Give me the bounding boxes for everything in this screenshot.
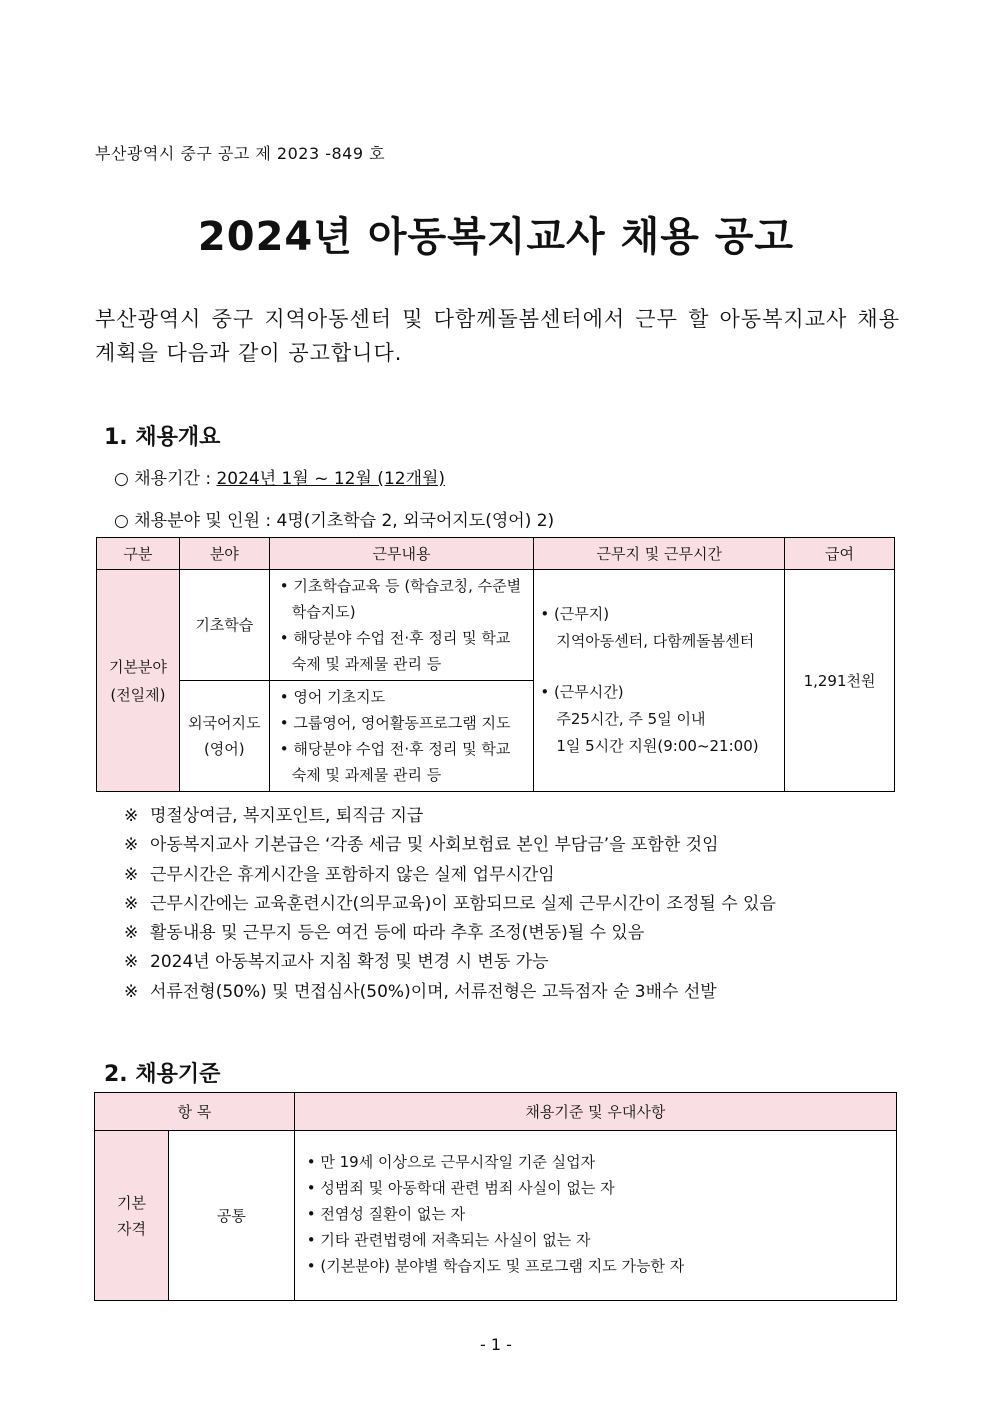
duty-item: • 해당분야 수업 전·후 정리 및 학교 숙제 및 과제물 관리 등 xyxy=(276,736,528,788)
table-row xyxy=(97,570,895,681)
header-pay: 급여 xyxy=(785,538,895,570)
header-place-hours: 근무지 및 근무시간 xyxy=(534,538,785,570)
field-label: 기초학습 xyxy=(195,616,254,634)
note-item: ※ 명절상여금, 복지포인트, 퇴직금 지급 xyxy=(124,806,424,826)
place-value: 지역아동센터, 다함께돌봄센터 xyxy=(556,632,755,650)
category-line-2: 자격 xyxy=(116,1219,146,1238)
duty-item: • 영어 기초지도 xyxy=(276,684,528,710)
table-header-row xyxy=(97,538,895,570)
criteria-item: • 기타 관련법령에 저촉되는 사실이 없는 자 xyxy=(303,1227,888,1253)
recruit-period-value: 2024년 1월 ~ 12월 (12개월) xyxy=(216,469,446,489)
duty-item: • 그룹영어, 영어활동프로그램 지도 xyxy=(276,710,528,736)
note-item: ※ 서류전형(50%) 및 면접심사(50%)이며, 서류전형은 고득점자 순 3배수 선발 xyxy=(124,981,717,1002)
note-item: ※ 근무시간은 휴게시간을 포함하지 않은 실제 업무시간임 xyxy=(124,864,555,885)
duties-cell xyxy=(269,570,534,681)
intro-paragraph: 부산광역시 중구 지역아동센터 및 다함께돌봄센터에서 근무 할 아동복지교사 채용계획을 다음과 같이 공고합니다. xyxy=(95,307,900,365)
header-item: 항 목 xyxy=(95,1093,295,1131)
qualification-category-cell xyxy=(95,1131,169,1301)
category-cell xyxy=(97,570,180,792)
notes-list xyxy=(124,802,776,1007)
table-row xyxy=(95,1131,897,1301)
note-item: ※ 근무시간에는 교육훈련시간(의무교육)이 포함되므로 실제 근무시간이 조정될 수 있음 xyxy=(124,893,776,914)
hours-line-1: 주25시간, 주 5일 이내 xyxy=(556,710,706,728)
header-category: 구분 xyxy=(97,538,180,570)
criteria-table xyxy=(94,1092,897,1301)
field-label: 외국어지도 xyxy=(188,714,261,732)
note-item: ※ 활동내용 및 근무지 등은 여건 등에 따라 추후 조정(변동)될 수 있음 xyxy=(124,923,645,944)
criteria-item: • 만 19세 이상으로 근무시작일 기준 실업자 xyxy=(303,1149,888,1175)
recruit-period-label: ○ 채용기간 : xyxy=(114,469,217,489)
header-field: 분야 xyxy=(179,538,269,570)
table-header-row xyxy=(95,1093,897,1131)
category-label: 기본분야 xyxy=(108,657,167,676)
criteria-item: • 성범죄 및 아동학대 관련 범죄 사실이 없는 자 xyxy=(303,1175,888,1201)
duty-item: • 해당분야 수업 전·후 정리 및 학교 숙제 및 과제물 관리 등 xyxy=(276,625,528,677)
section-2-title: 2. 채용기준 xyxy=(104,1062,221,1087)
header-duties: 근무내용 xyxy=(269,538,534,570)
page-title: 2024년 아동복지교사 채용 공고 xyxy=(197,214,795,260)
section-1-title: 1. 채용개요 xyxy=(104,425,221,450)
header-criteria: 채용기준 및 우대사항 xyxy=(294,1093,896,1131)
note-item: ※ 아동복지교사 기본급은 ‘각종 세금 및 사회보험료 본인 부담금’을 포함한 것임 xyxy=(124,835,719,856)
category-line-1: 기본 xyxy=(116,1193,146,1212)
duty-item: • 기초학습교육 등 (학습코칭, 수준별 학습지도) xyxy=(276,573,528,625)
criteria-cell xyxy=(294,1131,896,1301)
field-cell xyxy=(179,681,269,792)
place-label: (근무지) xyxy=(553,605,610,623)
common-cell xyxy=(168,1131,294,1301)
criteria-item: • (기본분야) 분야별 학습지도 및 프로그램 지도 가능한 자 xyxy=(303,1253,888,1279)
pay-cell xyxy=(785,570,895,792)
pay-value: 1,291천원 xyxy=(803,672,876,690)
hours-label: (근무시간) xyxy=(553,683,624,701)
page-number: - 1 - xyxy=(480,1335,512,1354)
duties-cell xyxy=(269,681,534,792)
field-sub-label: (영어) xyxy=(203,740,245,758)
criteria-item: • 전염성 질환이 없는 자 xyxy=(303,1201,888,1227)
common-label: 공통 xyxy=(216,1207,246,1225)
notice-number: 부산광역시 중구 공고 제 2023 -849 호 xyxy=(95,144,386,163)
recruit-overview-table xyxy=(96,537,895,792)
hours-line-2: 1일 5시간 지원(9:00~21:00) xyxy=(556,737,759,755)
place-hours-cell: • (근무지) 지역아동센터, 다함께돌봄센터 • (근무시간) 주25시간, 주 5일 이내 1일 5시간 지원(9:00~21:00) xyxy=(534,570,785,792)
note-item: ※ 2024년 아동복지교사 지침 확정 및 변경 시 변동 가능 xyxy=(124,952,549,973)
category-sub-label: (전일제) xyxy=(110,685,166,704)
recruit-fields: ○ 채용분야 및 인원 : 4명(기초학습 2, 외국어지도(영어) 2) xyxy=(114,511,555,531)
field-cell xyxy=(179,570,269,681)
recruit-period xyxy=(114,464,445,489)
